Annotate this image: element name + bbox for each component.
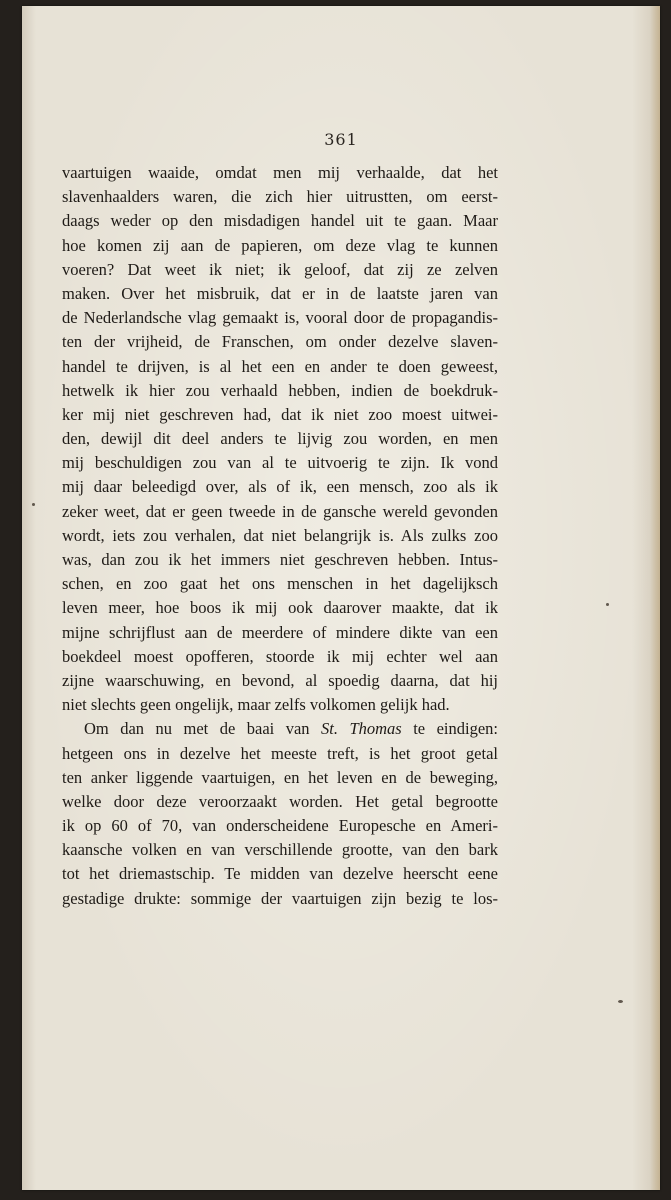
text-line: maken. Over het misbruik, dat er in de laatste jaren van	[62, 283, 498, 303]
text-line: wordt, iets zou verhalen, dat niet belangrijk is. Als zulks zoo	[62, 525, 498, 545]
text-line: mij daar beleedigd over, als of ik, een mensch, zoo als ik	[62, 477, 498, 497]
book-page	[22, 6, 660, 1190]
text-line: was, dan zou ik het immers niet geschreven hebben. Intus-	[62, 550, 498, 569]
text-line: schen, en zoo gaat het ons menschen in het dagelijksch	[62, 574, 498, 594]
text-run: Om dan nu met de baai van	[84, 719, 310, 739]
text-line: mij beschuldigen zou van al te uitvoerig te zijn. Ik vond	[62, 453, 498, 473]
text-line: slavenhaalders waren, die zich hier uitrustten, om eerst-	[62, 187, 498, 207]
text-line: gestadige drukte: sommige der vaartuigen zijn bezig te los-	[62, 888, 498, 908]
text-line: hetgeen ons in dezelve het meeste treft, is het groot getal	[62, 743, 498, 763]
text-run: te eindigen:	[413, 719, 498, 739]
text-line: ten der vrijheid, de Franschen, om onder dezelve slaven-	[62, 332, 498, 352]
page-edge	[650, 6, 660, 1190]
page-number: 361	[324, 130, 358, 149]
paragraph-start-line	[62, 717, 498, 741]
text-line: hetwelk ik hier zou verhaald hebben, indien de boekdruk-	[62, 380, 498, 400]
text-line: mijne schrijflust aan de meerdere of mindere dikte van een	[62, 622, 498, 642]
text-line: leven meer, hoe boos ik mij ook daarover maakte, dat ik	[62, 598, 498, 618]
text-line: handel te drijven, is al het een en ander te doen geweest,	[62, 356, 498, 376]
text-line: de Nederlandsche vlag gemaakt is, vooral door de propagandis-	[62, 308, 498, 328]
text-line: den, dewijl dit deel anders te lijvig zou worden, en men	[62, 429, 498, 449]
text-line: voeren? Dat weet ik niet; ik geloof, dat zij ze zelven	[62, 259, 498, 279]
text-line: niet slechts geen ongelijk, maar zelfs volkomen gelijk had.	[62, 695, 450, 715]
text-line: zeker weet, dat er geen tweede in de gansche wereld gevonden	[62, 501, 498, 521]
text-line: vaartuigen waaide, omdat men mij verhaalde, dat het	[62, 163, 498, 182]
text-line: welke door deze veroorzaakt worden. Het getal begrootte	[62, 791, 498, 811]
text-line: kaansche volken en van verschillende grootte, van den bark	[62, 840, 498, 860]
text-line: ker mij niet geschreven had, dat ik niet zoo moest uitwei-	[62, 404, 498, 424]
italic-place-name: St. Thomas	[321, 719, 402, 739]
paper-spot	[32, 503, 35, 506]
text-line: hoe komen zij aan de papieren, om deze vlag te kunnen	[62, 235, 498, 255]
text-line: tot het driemastschip. Te midden van dezelve heerscht eene	[62, 864, 498, 884]
paper-spot	[618, 1000, 623, 1003]
text-line: ten anker liggende vaartuigen, en het leven en de beweging,	[62, 767, 498, 787]
text-line: ik op 60 of 70, van onderscheidene Europesche en Ameri-	[62, 816, 498, 836]
paper-spot	[606, 603, 609, 606]
text-line: boekdeel moest opofferen, stoorde ik mij echter wel aan	[62, 646, 498, 666]
body-text	[62, 161, 498, 911]
text-line: daags weder op den misdadigen handel uit te gaan. Maar	[62, 211, 498, 231]
text-line: zijne waarschuwing, en bevond, al spoedig daarna, dat hij	[62, 670, 498, 690]
